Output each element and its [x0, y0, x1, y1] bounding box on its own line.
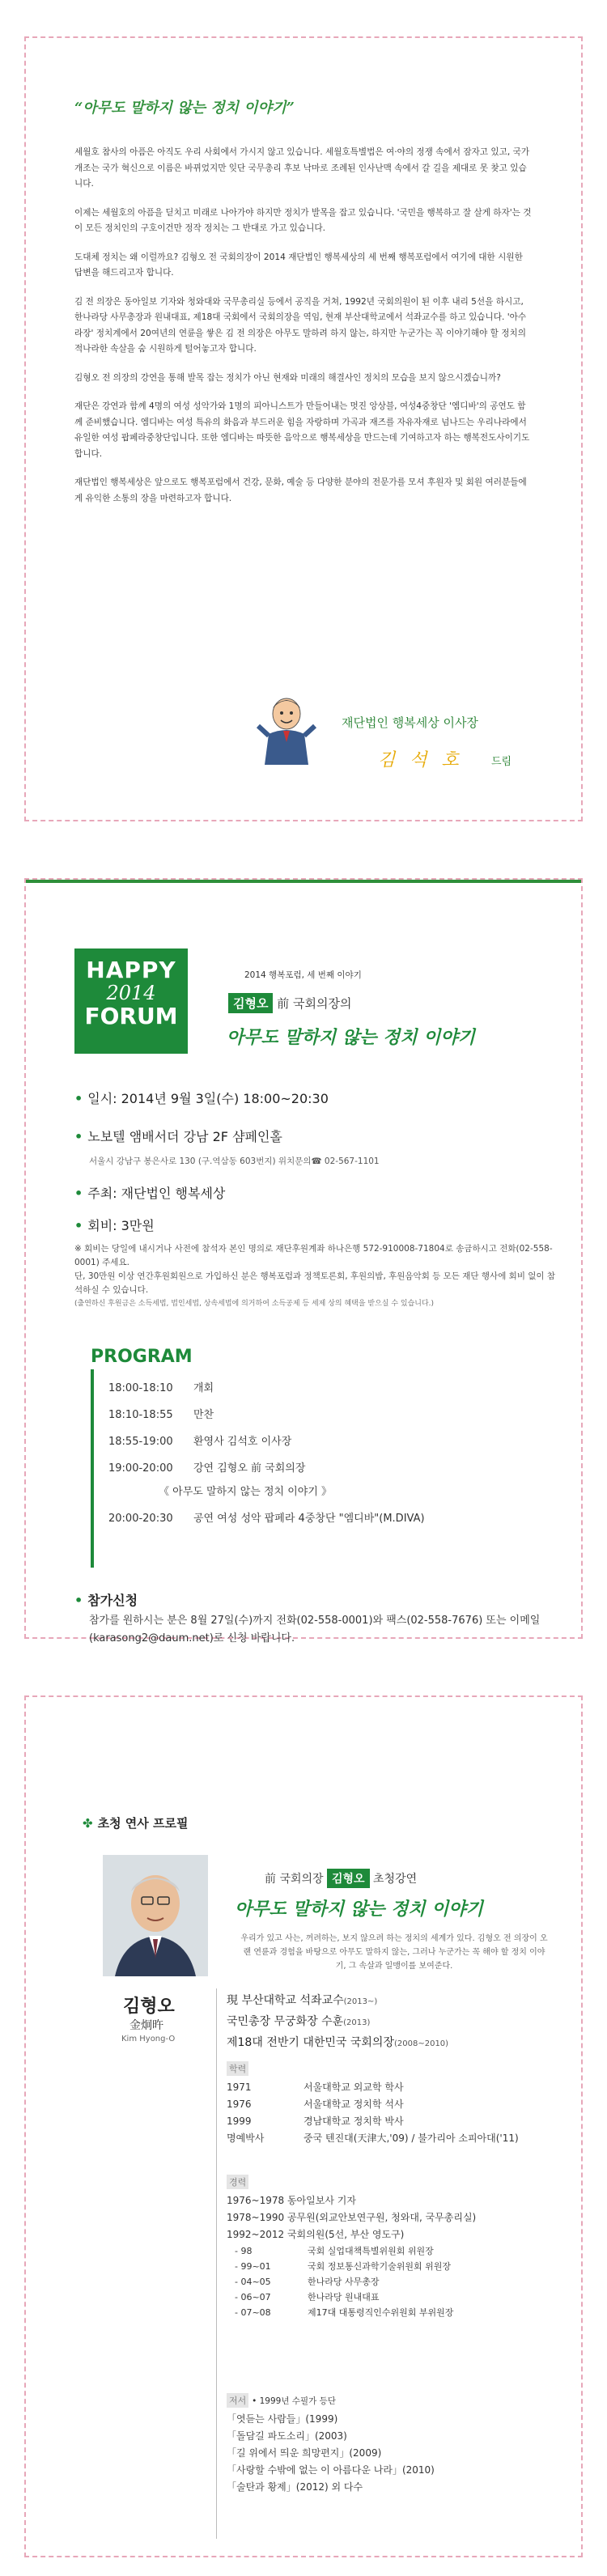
lecture-title: 아무도 말하지 않는 정치 이야기	[235, 1899, 483, 1920]
career-sub-year: - 99~01	[235, 2261, 271, 2272]
bullet-icon: •	[74, 1218, 83, 1233]
role-item	[227, 1991, 448, 2012]
program-time: 18:55-19:00	[108, 1436, 173, 1448]
forum-title: 아무도 말하지 않는 정치 이야기	[227, 1027, 475, 1048]
education-section	[227, 2061, 567, 2147]
fee-item	[74, 1216, 155, 1234]
career-sub-desc: 한나라당 원내대표	[308, 2292, 380, 2302]
divider	[216, 1988, 217, 2539]
program-desc: 개회	[193, 1382, 214, 1394]
role-main: 現 부산대학교 석좌교수	[227, 1994, 344, 2007]
speaker-name-badge: 김형오	[327, 1869, 370, 1888]
books-tag: 저서	[227, 2393, 248, 2408]
edu-desc: 경남대학교 정치학 박사	[304, 2116, 404, 2127]
signature-organization: 재단법인 행복세상 이사장	[342, 715, 478, 730]
book-row: 「돌담길 파도소리」(2003)	[227, 2430, 347, 2442]
letter-card	[24, 36, 583, 821]
role-item	[227, 2012, 448, 2033]
apply-item	[74, 1590, 138, 1609]
bullet-icon: •	[74, 1593, 83, 1608]
host-text: 주최: 재단법인 행복세상	[87, 1186, 226, 1201]
career-row: 1992~2012 국회의원(5선, 부산 영도구)	[227, 2229, 405, 2240]
career-section	[227, 2175, 567, 2320]
letter-body	[74, 145, 532, 520]
career-sub-row	[227, 2259, 567, 2274]
program-desc: 만찬	[193, 1409, 214, 1421]
program-desc: 강연 김형오 前 국회의장	[193, 1462, 306, 1475]
program-time: 20:00-20:30	[108, 1513, 173, 1525]
career-row: 1978~1990 공무원(외교안보연구원, 청와대, 국무총리실)	[227, 2212, 477, 2223]
books-section	[227, 2393, 567, 2496]
edu-year: 명예박사	[227, 2133, 265, 2144]
profile-heading	[83, 1814, 188, 1831]
career-sub-desc: 제17대 대통령직인수위원회 부위원장	[308, 2307, 454, 2318]
current-roles	[227, 1991, 448, 2054]
logo-line-1: HAPPY	[86, 957, 176, 983]
date-text: 일시: 2014년 9월 3일(수) 18:00~20:30	[87, 1091, 329, 1106]
program-time: 19:00-20:00	[108, 1462, 173, 1475]
apply-heading: 참가신청	[87, 1593, 138, 1608]
education-row	[227, 2130, 567, 2147]
edu-desc: 서울대학교 정치학 석사	[304, 2099, 404, 2110]
book-row: 「길 위에서 띄운 희망편지」(2009)	[227, 2447, 382, 2459]
logo-line-2: 2014	[106, 982, 156, 1004]
fee-text: 회비: 3만원	[87, 1218, 155, 1233]
signature-closing: 드림	[491, 756, 512, 768]
happy-forum-logo	[74, 948, 188, 1054]
speaker-role: 前 국회의장의	[277, 996, 352, 1011]
venue-text: 노보텔 앰배서더 강남 2F 샴페인홀	[87, 1129, 282, 1144]
education-row	[227, 2096, 567, 2113]
books-note: • 1999년 수필가 등단	[252, 2396, 336, 2406]
fee-note-1: ※ 회비는 당일에 내시거나 사전에 참석자 본인 명의로 재단후원계좌 하나은행 572-910008-71804로 송금하시고 전화(02-558-0001) 주세요.	[74, 1244, 553, 1267]
letter-paragraph: 도대체 정치는 왜 이럴까요? 김형오 전 국회의장이 2014 재단법인 행복세상의 세 번째 행복포럼에서 여기에 대한 시원한 답변을 해드리고자 합니다.	[74, 252, 523, 278]
fee-note-2: 단, 30만원 이상 연간후원회원으로 가입하신 분은 행복포럼과 정책토론회, 후원의밤, 후원음악회 등 모든 재단 행사에 회비 없이 참석하실 수 있습니다.	[74, 1271, 556, 1295]
profile-heading-text: 초청 연사 프로필	[97, 1816, 189, 1831]
speaker-photo	[103, 1855, 208, 1976]
program-schedule	[91, 1369, 515, 1568]
letter-paragraph: 재단법인 행복세상은 앞으로도 행복포럼에서 건강, 문화, 예술 등 다양한 분야의 전문가를 모셔 후원자 및 회원 여러분들에게 유익한 소통의 장을 마련하고자 합니다.	[74, 477, 527, 503]
edu-year: 1999	[227, 2116, 252, 2127]
career-sub-row	[227, 2243, 567, 2259]
career-row: 1976~1978 동아일보사 기자	[227, 2195, 356, 2206]
role-main: 국민총장 무궁화장 수훈	[227, 2015, 344, 2028]
career-sub-row	[227, 2290, 567, 2305]
role-main: 제18대 전반기 대한민국 국회의장	[227, 2036, 394, 2049]
career-sub-row	[227, 2274, 567, 2290]
series-label: 2014 행복포럼, 세 번째 이야기	[244, 970, 362, 980]
program-desc: 《 아무도 말하지 않는 정치 이야기 》	[159, 1486, 333, 1498]
speaker-korean-name: 김형오	[123, 1997, 175, 2017]
apply-body: 참가를 원하시는 분은 8월 27일(수)까지 전화(02-558-0001)와 팩스(02-558-7676) 또는 이메일(karasong2@daum.net)로 신청 바랍니다.	[89, 1615, 541, 1644]
role-period: (2013~)	[343, 1997, 378, 2006]
book-row: 「엿듣는 사람들」(1999)	[227, 2413, 338, 2425]
book-row: 「술탄과 황제」(2012) 외 다수	[227, 2481, 363, 2493]
career-sub-desc: 국회 정보통신과학기술위원회 위원장	[308, 2261, 452, 2272]
lecture-label: 초청강연	[373, 1873, 418, 1886]
career-sub-desc: 국회 실업대책특별위원회 위원장	[308, 2246, 434, 2256]
career-sub-year: - 07~08	[235, 2307, 271, 2318]
book-row: 「사랑할 수밖에 없는 이 아름다운 나라」(2010)	[227, 2464, 435, 2476]
program-time: 18:00-18:10	[108, 1382, 173, 1394]
fee-notes	[74, 1242, 560, 1311]
program-row	[108, 1406, 214, 1421]
letter-paragraph: 재단은 강연과 함께 4명의 여성 성악가와 1명의 피아니스트가 만들어내는 멋진 앙상블, 여성4중창단 '엠디바'의 공연도 함께 준비했습니다. 엠디바는 여성 특유의 화음과 부드러운 힘을 자랑하며 가곡과 재즈를 자유자재로 넘나드는 우리나라에서 유일한 여성 팝페라중창단입니다. 또한 엠디바는 따뜻한 음악으로 행복세상을 만드는데 기여하고자 하는 행복전도사이기도 합니다.	[74, 401, 530, 459]
speaker-english-name: Kim Hyong-O	[121, 2035, 176, 2043]
career-sub-year: - 04~05	[235, 2277, 271, 2287]
program-desc: 환영사 김석호 이사장	[193, 1436, 292, 1448]
signature-block	[257, 681, 564, 779]
speaker-intro	[265, 1869, 417, 1888]
career-sub-desc: 한나라당 사무총장	[308, 2277, 380, 2287]
letter-paragraph: 이제는 세월호의 아픔을 딛치고 미래로 나아가야 하지만 정치가 발목을 잡고 있습니다. '국민을 행복하고 잘 살게 하자'는 것이 모든 정치인의 구호이건만 정작 정치는 그 반대로 가고 있습니다.	[74, 207, 532, 233]
edu-desc: 서울대학교 외교학 학사	[304, 2082, 404, 2093]
former-title: 前 국회의장	[265, 1873, 324, 1886]
program-desc: 공연 여성 성악 팝페라 4중창단 "엠디바"(M.DIVA)	[193, 1513, 425, 1525]
speaker-hanja-name: 金炯旿	[129, 2019, 163, 2032]
bullet-icon: •	[74, 1091, 83, 1106]
education-row	[227, 2079, 567, 2096]
edu-year: 1976	[227, 2099, 252, 2110]
edu-year: 1971	[227, 2082, 252, 2093]
program-row	[108, 1379, 214, 1394]
career-sub-year: - 06~07	[235, 2292, 271, 2302]
host-item	[74, 1183, 225, 1202]
chairman-caricature	[257, 694, 317, 766]
letter-title: “아무도 말하지 않는 정치 이야기”	[74, 100, 295, 117]
signature-name: 김석호	[378, 750, 473, 770]
fee-note-3: (출연하신 후원금은 소득세법, 법인세법, 상속세법에 의거하여 소득공제 등 세제 상의 혜택을 받으실 수 있습니다.)	[74, 1300, 435, 1308]
program-row	[108, 1459, 305, 1475]
top-accent-bar	[26, 880, 581, 883]
speaker-profile-card	[24, 1695, 583, 2557]
role-period: (2008~2010)	[393, 2039, 449, 2048]
program-heading: PROGRAM	[91, 1347, 193, 1367]
logo-line-3: FORUM	[84, 1003, 178, 1029]
flower-icon: ✤	[83, 1816, 93, 1831]
lecture-description: 우리가 있고 사는, 꺼려하는, 보지 않으려 하는 정치의 세계가 있다. 김형오 전 의장이 오랜 연륜과 경험을 바탕으로 아무도 말하지 않는, 그러나 누군가는 꼭 해야 할 정치 이야기, 그 속살과 일맹이를 보여준다.	[240, 1934, 548, 1971]
speaker-line	[228, 993, 351, 1013]
letter-paragraph: 김형오 전 의장의 강연을 통해 발목 잡는 정치가 아닌 현재와 미래의 해결사인 정치의 모습을 보지 않으시겠습니까?	[74, 372, 501, 383]
career-sub-year: - 98	[235, 2246, 253, 2256]
venue-item	[74, 1127, 282, 1145]
career-sub-row	[227, 2305, 567, 2320]
role-item	[227, 2033, 448, 2054]
date-item	[74, 1089, 329, 1107]
career-tag: 경력	[227, 2175, 248, 2189]
role-period: (2013)	[343, 2018, 371, 2027]
bullet-icon: •	[74, 1186, 83, 1201]
letter-paragraph: 김 전 의장은 동아일보 기자와 청와대와 국무총리실 등에서 공직을 거쳐, 1992년 국회의원이 된 이후 내리 5선을 하시고, 한나라당 사무총장과 원내대표, 제18대 국회에서 국회의장을 역임, 현재 부산대학교에서 석좌교수를 하고 있습니다. '아수라장' 정치계에서 20여년의 연륜을 쌓은 김 전 의장은 아무도 말하려 하지 않는, 하지만 누군가는 꼭 이야기해야 할 정치의 적나라한 속살을 숨 시원하게 털어놓고자 합니다.	[74, 296, 527, 354]
program-time: 18:10-18:55	[108, 1409, 173, 1421]
speaker-name-badge: 김형오	[228, 993, 273, 1013]
program-row	[108, 1432, 291, 1448]
edu-desc: 중국 텐진대(天津大,'09) / 불가리아 소피아대('11)	[304, 2133, 519, 2144]
bullet-icon: •	[74, 1129, 83, 1144]
forum-card	[24, 878, 583, 1644]
education-row	[227, 2113, 567, 2130]
venue-address: 서울시 강남구 봉은사로 130 (구.역삼동 603번지) 위치문의☎ 02-567-1101	[89, 1156, 380, 1166]
program-row	[159, 1483, 332, 1498]
program-row	[108, 1509, 425, 1525]
letter-paragraph: 세월호 참사의 아픔은 아직도 우리 사회에서 가시지 않고 있습니다. 세월호특별법은 여·야의 정쟁 속에서 잠자고 있고, 국가 개조는 국가 혁신으로 이름은 바뀌었지만 잊단 국무총리 후보 낙마로 조례된 인사난맥 속에서 갈 길을 제대로 못 찾고 있습니다.	[74, 147, 530, 189]
education-tag: 학력	[227, 2061, 248, 2076]
